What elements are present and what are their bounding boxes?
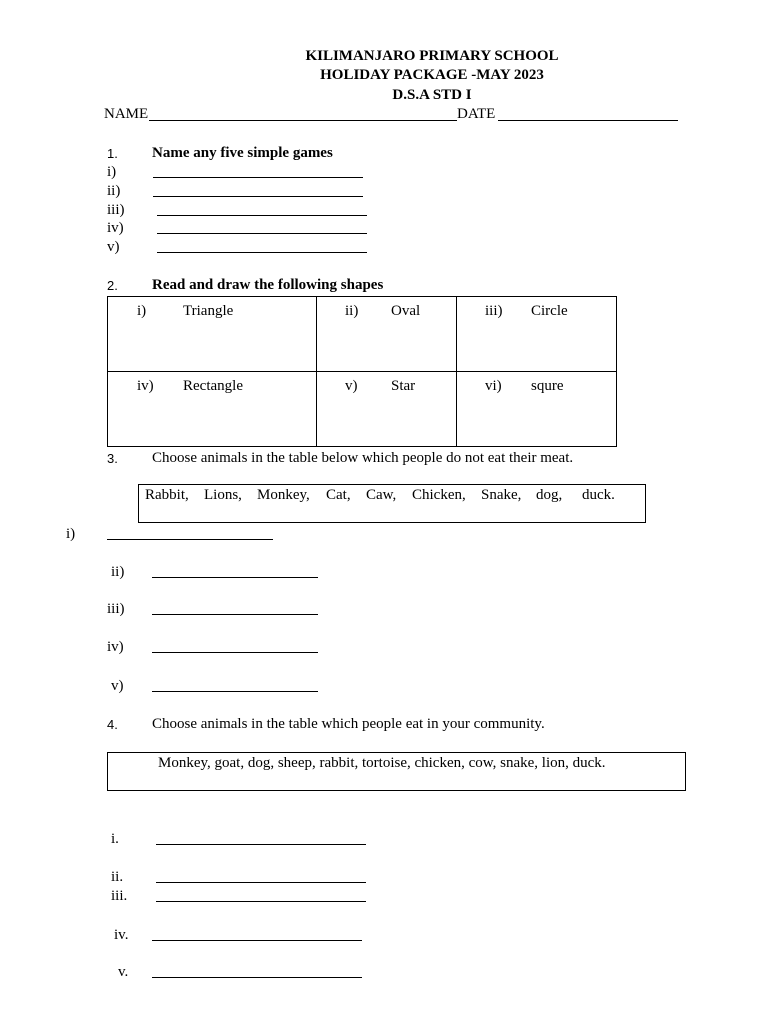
animal-word: Lions, bbox=[204, 487, 242, 503]
shape-number: v) bbox=[345, 378, 358, 394]
shape-cell[interactable] bbox=[317, 372, 457, 447]
q4-item-label: ii. bbox=[111, 869, 124, 885]
q3-item-label: ii) bbox=[111, 564, 125, 580]
q4-answer-line[interactable] bbox=[156, 901, 366, 902]
q4-item-label: i. bbox=[111, 831, 119, 847]
q4-number: 4. bbox=[107, 717, 118, 732]
q2-title: Read and draw the following shapes bbox=[152, 277, 384, 293]
shape-label: Oval bbox=[391, 303, 421, 319]
q4-animal-box bbox=[107, 752, 686, 791]
shape-cell[interactable] bbox=[457, 297, 617, 372]
q3-number: 3. bbox=[107, 451, 118, 466]
q1-number: 1. bbox=[107, 146, 118, 161]
q4-item-label: iv. bbox=[114, 927, 129, 943]
q2-number: 2. bbox=[107, 278, 118, 293]
q4-item-label: iii. bbox=[111, 888, 128, 904]
shape-cell[interactable] bbox=[108, 372, 317, 447]
shape-label: squre bbox=[531, 378, 564, 394]
school-name: KILIMANJARO PRIMARY SCHOOL bbox=[305, 48, 559, 64]
shape-label: Rectangle bbox=[183, 378, 243, 394]
shape-number: iii) bbox=[485, 303, 503, 319]
name-field[interactable] bbox=[149, 120, 457, 121]
q4-title: Choose animals in the table which people eat in your community. bbox=[152, 716, 545, 732]
q1-answer-line[interactable] bbox=[153, 196, 363, 197]
shapes-table bbox=[107, 296, 617, 447]
shape-label: Star bbox=[391, 378, 416, 394]
q1-title: Name any five simple games bbox=[152, 145, 333, 161]
q3-item-label: iii) bbox=[107, 601, 125, 617]
q1-item-label: iv) bbox=[107, 220, 124, 236]
q3-item-label: v) bbox=[111, 678, 124, 694]
name-label: NAME bbox=[104, 106, 149, 122]
shape-label: Triangle bbox=[183, 303, 234, 319]
q4-item-label: v. bbox=[118, 964, 129, 980]
q1-item-label: ii) bbox=[107, 183, 121, 199]
q3-item-label: i) bbox=[66, 526, 76, 542]
q3-title: Choose animals in the table below which people do not eat their meat. bbox=[152, 450, 574, 466]
shape-number: i) bbox=[137, 303, 147, 319]
q4-answer-line[interactable] bbox=[156, 844, 366, 845]
q3-answer-line[interactable] bbox=[152, 691, 318, 692]
animal-word: Chicken, bbox=[412, 487, 466, 503]
animal-word: Rabbit, bbox=[145, 487, 189, 503]
date-label: DATE bbox=[457, 106, 496, 122]
animal-list: Monkey, goat, dog, sheep, rabbit, tortoise, chicken, cow, snake, lion, duck. bbox=[158, 755, 606, 771]
shape-label: Circle bbox=[531, 303, 568, 319]
shape-cell[interactable] bbox=[317, 297, 457, 372]
q3-answer-line[interactable] bbox=[107, 539, 273, 540]
animal-word: Monkey, bbox=[257, 487, 310, 503]
animal-word: duck. bbox=[582, 487, 615, 503]
shape-number: vi) bbox=[485, 378, 502, 394]
q1-item-label: iii) bbox=[107, 202, 125, 218]
q4-answer-line[interactable] bbox=[152, 977, 362, 978]
shape-number: iv) bbox=[137, 378, 154, 394]
q1-answer-line[interactable] bbox=[157, 252, 367, 253]
q3-answer-line[interactable] bbox=[152, 614, 318, 615]
q3-answer-line[interactable] bbox=[152, 577, 318, 578]
q1-answer-line[interactable] bbox=[157, 233, 367, 234]
animal-word: Snake, bbox=[481, 487, 522, 503]
q1-answer-line[interactable] bbox=[153, 177, 363, 178]
animal-word: Caw, bbox=[366, 487, 397, 503]
shape-cell[interactable] bbox=[108, 297, 317, 372]
animal-word: Cat, bbox=[326, 487, 351, 503]
q3-item-label: iv) bbox=[107, 639, 124, 655]
q1-item-label: v) bbox=[107, 239, 120, 255]
q4-answer-line[interactable] bbox=[156, 882, 366, 883]
subject-title: D.S.A STD I bbox=[392, 87, 472, 103]
date-field[interactable] bbox=[498, 120, 678, 121]
package-title: HOLIDAY PACKAGE -MAY 2023 bbox=[320, 67, 544, 83]
q3-answer-line[interactable] bbox=[152, 652, 318, 653]
animal-word: dog, bbox=[536, 487, 563, 503]
shape-number: ii) bbox=[345, 303, 359, 319]
q1-item-label: i) bbox=[107, 164, 117, 180]
shape-cell[interactable] bbox=[457, 372, 617, 447]
q3-animal-box bbox=[138, 484, 646, 523]
q1-answer-line[interactable] bbox=[157, 215, 367, 216]
q4-answer-line[interactable] bbox=[152, 940, 362, 941]
